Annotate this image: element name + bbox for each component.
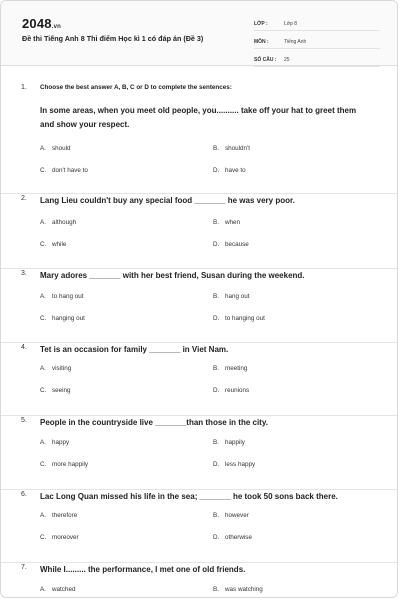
question-text: People in the countryside live _______than those in the city. [40, 418, 268, 427]
option-c[interactable]: C. while [40, 241, 67, 248]
question-number: 6. [21, 491, 27, 498]
option-d[interactable]: D. less happy [213, 461, 256, 468]
option-c[interactable]: C. don't have to [40, 167, 88, 174]
exam-title: Đề thi Tiếng Anh 8 Thi điểm Học kì 1 có đáp án (Đề 3) [22, 34, 204, 43]
option-c[interactable]: C. hanging out [40, 315, 85, 322]
question-text: Mary adores _______ with her best friend, Susan during the weekend. [40, 271, 305, 280]
meta-value: Lớp 8 [284, 21, 298, 27]
meta-label: MÔN : [254, 39, 269, 45]
option-d[interactable]: D. to hanging out [213, 315, 265, 322]
meta-value: 25 [284, 57, 290, 63]
option-a[interactable]: A. therefore [40, 512, 78, 519]
logo-suffix: .vn [51, 24, 62, 30]
option-c[interactable]: C. moreover [40, 534, 79, 541]
option-a[interactable]: A. should [40, 145, 71, 152]
option-b[interactable]: B. was watching [213, 586, 263, 593]
site-logo[interactable] [22, 16, 61, 31]
question-number: 4. [21, 344, 27, 351]
option-c[interactable]: C. seeing [40, 387, 71, 394]
question-instruction: Choose the best answer A, B, C or D to complete the sentences: [40, 84, 232, 91]
question-7 [1, 563, 398, 598]
option-b[interactable]: B. meeting [213, 365, 248, 372]
option-a[interactable]: A. watched [40, 586, 76, 593]
meta-row-class [254, 15, 380, 31]
question-number: 7. [21, 564, 27, 571]
question-6 [1, 490, 398, 563]
question-2 [1, 194, 398, 269]
exam-meta [254, 15, 380, 69]
option-a[interactable]: A. to hang out [40, 293, 84, 300]
option-a[interactable]: A. visiting [40, 365, 72, 372]
option-c[interactable]: C. more happily [40, 461, 89, 468]
meta-label: SỐ CÂU : [254, 57, 277, 63]
logo-text: 2048 [22, 16, 52, 31]
question-text: Tet is an occasion for family _______ in Viet Nam. [40, 345, 229, 354]
question-3 [1, 269, 398, 343]
page-header [1, 1, 397, 66]
question-4 [1, 343, 398, 416]
question-5 [1, 416, 398, 490]
question-number: 2. [21, 195, 27, 202]
option-b[interactable]: B. shouldn't [213, 145, 251, 152]
option-b[interactable]: B. hang out [213, 293, 250, 300]
option-d[interactable]: D. reunions [213, 387, 250, 394]
question-text: Lac Long Quan missed his life in the sea; _______ he took 50 sons back there. [40, 492, 338, 501]
option-b[interactable]: B. however [213, 512, 249, 519]
meta-label: LỚP : [254, 21, 268, 27]
option-a[interactable]: A. happy [40, 439, 70, 446]
question-number: 5. [21, 417, 27, 424]
question-text: While I......... the performance, I met one of old friends. [40, 565, 246, 574]
option-b[interactable]: B. happily [213, 439, 245, 446]
meta-row-subject [254, 33, 380, 49]
option-d[interactable]: D. because [213, 241, 249, 248]
meta-value: Tiếng Anh [284, 39, 307, 45]
question-number: 1. [21, 84, 27, 91]
question-text: Lang Lieu couldn't buy any special food _______ he was very poor. [40, 196, 295, 205]
question-1 [1, 65, 398, 194]
question-text: In some areas, when you meet old people, you.......... take off your hat to greet them and show your respect. [40, 106, 357, 129]
question-number: 3. [21, 270, 27, 277]
option-a[interactable]: A. although [40, 219, 77, 226]
option-b[interactable]: B. when [213, 219, 241, 226]
option-d[interactable]: D. otherwise [213, 534, 252, 541]
option-d[interactable]: D. have to [213, 167, 246, 174]
